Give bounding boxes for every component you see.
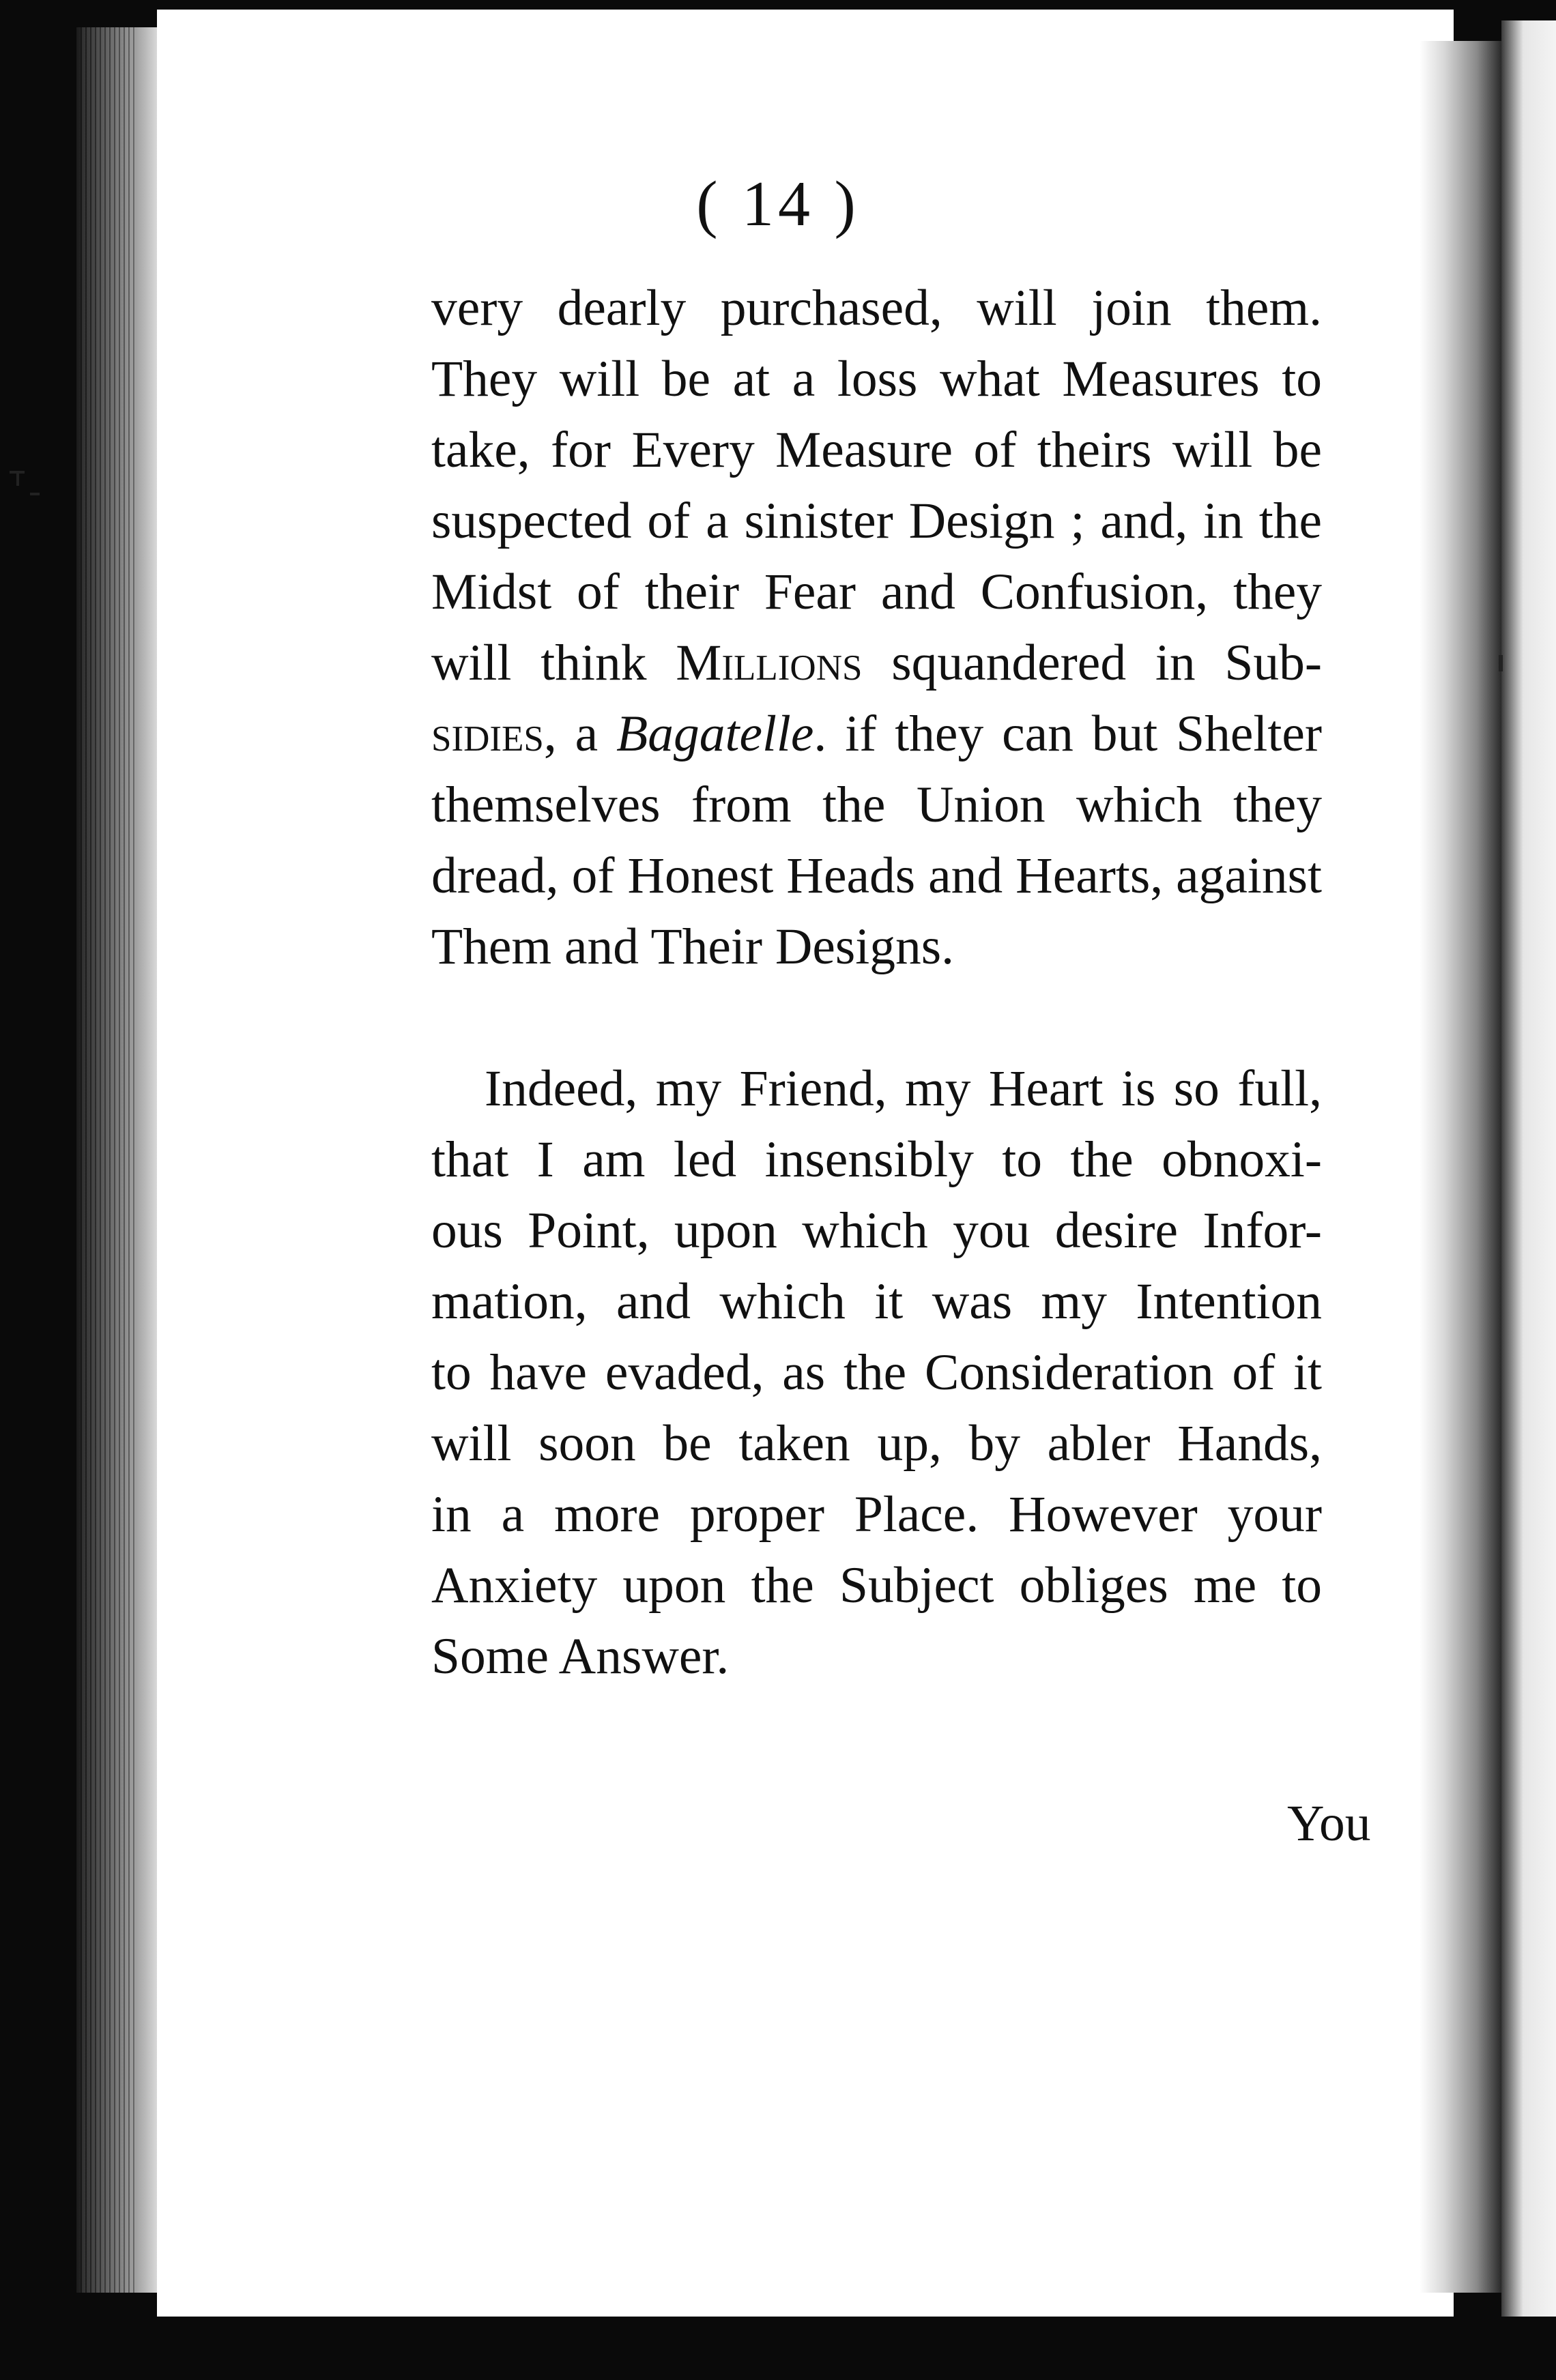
text-line: very dearly purchased, will join them. <box>431 280 1322 336</box>
paragraph-gap <box>431 983 1322 1054</box>
scan-border-bottom <box>0 2317 1556 2380</box>
text-run: squandered in Sub- <box>862 635 1323 691</box>
text-line: that I am led insensibly to the obnoxi- <box>431 1131 1322 1188</box>
page-number: ( 14 ) <box>696 169 860 240</box>
italic-word: Bagatelle <box>616 706 814 762</box>
small-caps-word: sidies <box>431 706 544 762</box>
text-line: dread, of Honest Heads and Hearts, against <box>431 847 1322 904</box>
text-line: Midst of their Fear and Confusion, they <box>431 564 1322 620</box>
margin-mark <box>1499 655 1503 671</box>
text-line: They will be at a loss what Measures to <box>431 351 1322 407</box>
text-line: themselves from the Union which they <box>431 777 1322 833</box>
text-line: mation, and which it was my Intention <box>431 1273 1322 1330</box>
text-line: Indeed, my Friend, my Heart is so full, <box>485 1060 1322 1117</box>
page-edges <box>81 27 135 2293</box>
text-line: suspected of a sinister Design ; and, in the <box>431 493 1322 549</box>
text-line: Some Answer. <box>431 1628 730 1685</box>
text-line <box>431 628 1322 699</box>
text-run: . if they can but Shelter <box>813 706 1322 762</box>
text-line: to have evaded, as the Consideration of it <box>431 1344 1322 1401</box>
text-line: Them and Their Designs. <box>431 918 955 975</box>
page-body <box>431 273 1322 1692</box>
text-line: Anxiety upon the Subject obliges me to <box>431 1557 1322 1614</box>
text-run: will think <box>431 635 676 691</box>
margin-mark <box>30 493 40 495</box>
text-line: take, for Every Measure of theirs will be <box>431 422 1322 478</box>
facing-page-edge <box>1501 20 1556 2340</box>
text-line: in a more proper Place. However your <box>431 1486 1322 1543</box>
text-line <box>431 699 1322 770</box>
text-run: , a <box>543 706 617 762</box>
margin-mark <box>16 474 19 486</box>
text-line: ous Point, upon which you desire Infor- <box>431 1202 1322 1259</box>
text-line: will soon be taken up, by abler Hands, <box>431 1415 1322 1472</box>
catchword: You <box>1287 1795 1371 1852</box>
right-page-shadow <box>1420 41 1501 2293</box>
small-caps-word: Millions <box>676 635 863 691</box>
